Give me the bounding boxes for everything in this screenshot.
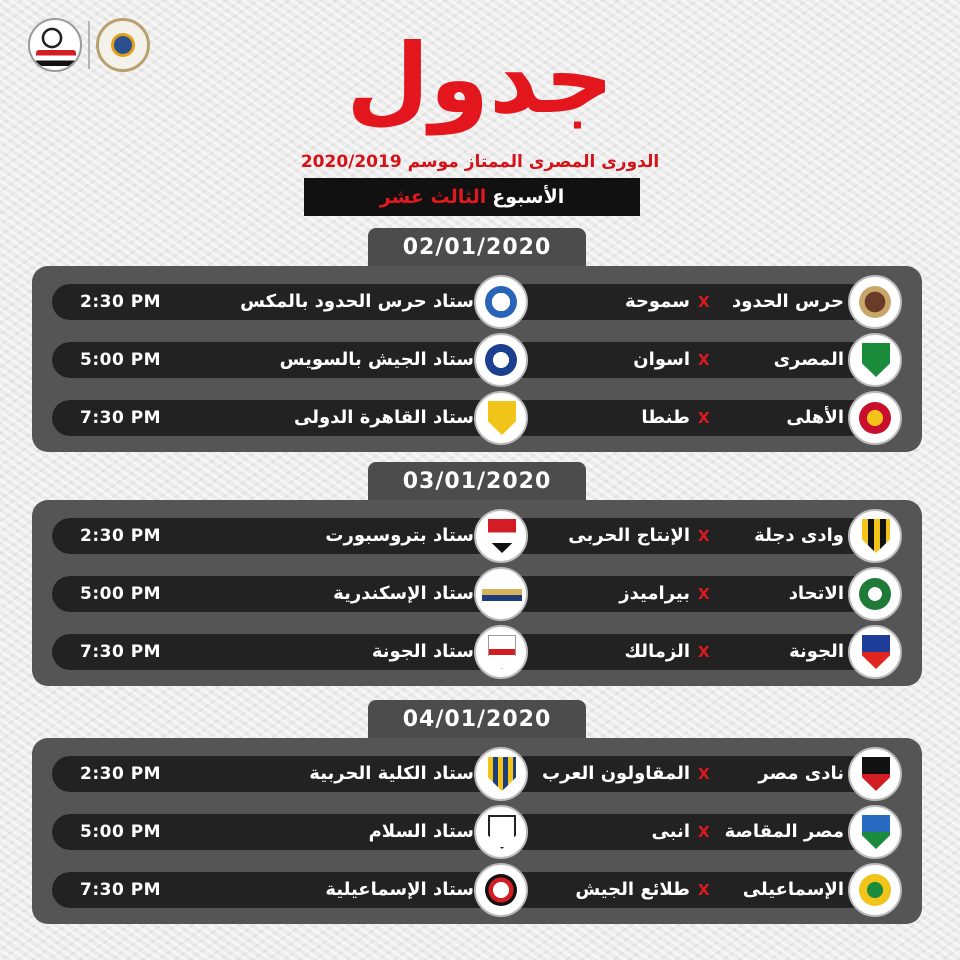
home-team: حرس الحدود [732,291,844,312]
match-row [52,756,902,792]
match-time: 5:00 PM [80,822,162,842]
premier-league-logo-icon [96,18,150,72]
logo-divider [88,21,90,69]
home-team: الاتحاد [788,583,844,604]
match-row [52,284,902,320]
away-team: الزمالك [624,641,690,662]
week-prefix: الأسبوع [492,186,565,208]
match-time: 5:00 PM [80,350,162,370]
vs-icon: X [698,765,710,783]
home-team: الإسماعيلى [742,879,844,900]
al-mokawloon-badge-icon [474,747,528,801]
home-team: مصر المقاصة [724,821,844,842]
zamalek-badge-icon [474,625,528,679]
wadi-degla-badge-icon [848,509,902,563]
away-team: انبى [651,821,690,842]
match-time: 7:30 PM [80,880,162,900]
home-team: الجونة [789,641,844,662]
match-stadium: ستاد الإسكندرية [333,583,474,604]
away-team: اسوان [633,349,690,370]
match-stadium: ستاد الجيش بالسويس [279,349,474,370]
away-team: طنطا [641,407,690,428]
match-row [52,576,902,612]
misr-el-makasa-badge-icon [848,805,902,859]
match-stadium: ستاد الجونة [371,641,474,662]
federation-logos [28,18,150,72]
match-time: 2:30 PM [80,526,162,546]
vs-icon: X [698,823,710,841]
match-time: 7:30 PM [80,642,162,662]
match-row [52,634,902,670]
home-team: وادى دجلة [754,525,844,546]
match-row [52,342,902,378]
talaea-el-gaish-badge-icon [474,863,528,917]
ismaily-badge-icon [848,863,902,917]
vs-icon: X [698,409,710,427]
matches-panel-day-1 [32,266,922,452]
haras-el-hodood-badge-icon [848,275,902,329]
home-team: الأهلى [786,407,844,428]
match-time: 2:30 PM [80,764,162,784]
efa-logo-icon [28,18,82,72]
match-stadium: ستاد الإسماعيلية [325,879,474,900]
match-stadium: ستاد السلام [368,821,474,842]
home-team: المصرى [773,349,844,370]
pyramids-badge-icon [474,567,528,621]
away-team: سموحة [625,291,690,312]
vs-icon: X [698,351,710,369]
match-stadium: ستاد الكلية الحربية [309,763,474,784]
match-stadium: ستاد القاهرة الدولى [293,407,474,428]
vs-icon: X [698,527,710,545]
date-tab-day-1: 02/01/2020 [368,228,586,268]
away-team: بيراميدز [619,583,690,604]
match-row [52,400,902,436]
away-team: طلائع الجيش [575,879,690,900]
match-time: 7:30 PM [80,408,162,428]
el-entag-el-harby-badge-icon [474,509,528,563]
page-title: جدول [346,23,614,135]
match-row [52,518,902,554]
home-team: نادى مصر [758,763,844,784]
date-tab-day-2: 03/01/2020 [368,462,586,502]
matches-panel-day-2 [32,500,922,686]
matches-panel-day-3 [32,738,922,924]
season-subtitle: الدورى المصرى الممتاز موسم 2020/2019 [300,152,660,172]
al-masry-badge-icon [848,333,902,387]
match-stadium: ستاد حرس الحدود بالمكس [240,291,474,312]
match-time: 2:30 PM [80,292,162,312]
vs-icon: X [698,293,710,311]
away-team: الإنتاج الحربى [568,525,690,546]
vs-icon: X [698,881,710,899]
match-row [52,872,902,908]
date-tab-day-3: 04/01/2020 [368,700,586,740]
match-stadium: ستاد بتروسبورت [325,525,474,546]
week-banner [304,178,640,216]
tanta-badge-icon [474,391,528,445]
week-name: الثالث عشر [379,186,487,208]
vs-icon: X [698,643,710,661]
match-row [52,814,902,850]
misr-club-badge-icon [848,747,902,801]
match-time: 5:00 PM [80,584,162,604]
smouha-badge-icon [474,275,528,329]
enppi-badge-icon [474,805,528,859]
al-ahly-badge-icon [848,391,902,445]
vs-icon: X [698,585,710,603]
el-gouna-badge-icon [848,625,902,679]
al-ittihad-badge-icon [848,567,902,621]
away-team: المقاولون العرب [542,763,690,784]
aswan-badge-icon [474,333,528,387]
